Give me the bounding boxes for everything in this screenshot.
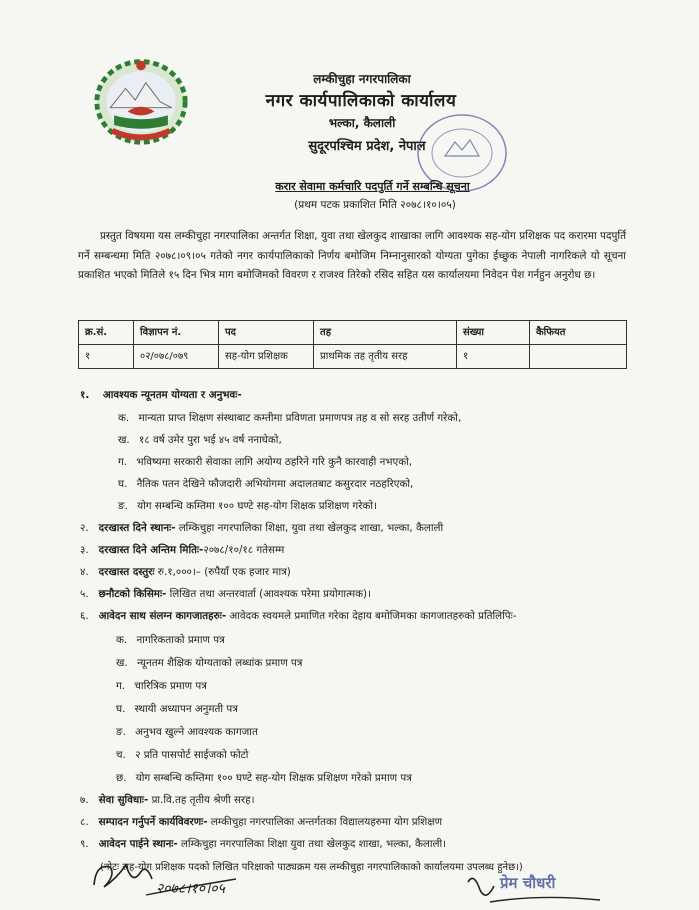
section-text: लम्किचुहा नगरपालिका शिक्षा, युवा तथा खेलकुद शाखा, भल्का, कैलाली [175, 522, 444, 534]
section-3 [80, 543, 284, 557]
intro-paragraph: प्रस्तुत विषयमा यस लम्कीचुहा नगरपालिका अन्तर्गत शिक्षा, युवा तथा खेलकुद शाखाका लागि आवश्यक सह-योग प्रशिक्षक पद करारमा पदपुर्ति गर्ने सम्बन्धमा मिति २०७८।०९।०५ गतेको नगर कार्यपालिकाको निर्णय बमोजिम निम्नानुसारको योग्यता पुगेका ईच्छुक नेपाली नागरिकले यो सूचना प्रकाशित भएको मितिले १५ दिन भित्र माग बमोजिमको विवरण र राजश्व तिरेको रसिद सहित यस कार्यालयमा निवेदन पेश गर्नहुन अनुरोध छ। [78, 230, 626, 282]
table-cell: ०२/०७८/०७९ [134, 345, 219, 369]
list-item [116, 679, 207, 693]
item-number: ग. [116, 680, 126, 692]
table-cell: प्राथमिक तह तृतीय सरह [314, 345, 457, 369]
signature-date-text: २०७८।१०।०५ [156, 881, 225, 897]
section-6 [80, 609, 516, 623]
item-number: क. [116, 634, 128, 646]
item-number: ङ. [116, 726, 126, 738]
municipality-name: लम्कीचुहा नगरपालिका [313, 72, 411, 86]
table-header: पद [219, 321, 314, 345]
handwritten-signature-left [86, 845, 256, 905]
section-2 [80, 521, 443, 535]
vacancy-table [78, 320, 627, 369]
section-text: रु.१,०००।– (रुपैयाँ एक हजार मात्र) [154, 566, 291, 578]
section-5 [80, 587, 371, 601]
table-header: विज्ञापन नं. [134, 321, 219, 345]
section-8 [80, 815, 442, 829]
list-item [116, 725, 258, 739]
section-text: प्रा.वि.तह तृतीय श्रेणी सरह। [148, 794, 255, 806]
list-item [118, 433, 282, 447]
section-number: ६. [80, 610, 89, 622]
section-number: १. [80, 389, 90, 401]
table-cell: १ [457, 345, 530, 369]
section-text: लम्कीचुहा नगरपालिका अन्तर्गतका विद्यालयहरुमा योग प्रशिक्षण [207, 816, 443, 828]
item-text: योग सम्बन्धि कम्तिमा १०० घण्टे सह-योग शिक्षक प्रशिक्षण गरेको। [137, 500, 377, 512]
item-text: भविष्यमा सरकारी सेवाका लागि अयोग्य ठहरिने गरि कुनै कारवाही नभएको, [136, 456, 413, 468]
table-header: क्र.सं. [79, 321, 134, 345]
section-title: आवेदन पाईने स्थानः- [98, 838, 178, 850]
list-item [118, 477, 413, 491]
section-title: छनौटको किसिमः- [98, 588, 167, 600]
list-item [116, 702, 238, 716]
nepal-emblem-logo [93, 52, 189, 148]
footnote: (नोटः सह-योग प्रशिक्षक पदको लिखित परिक्षाको पाठ्यक्रम यस लम्कीचुहा नगरपालिकाको कार्यालयमा उपलब्ध हुनेछ।) [100, 862, 523, 873]
province-name: सुदूरपश्चिम प्रदेश, नेपाल [308, 139, 426, 154]
section-title: आवश्यक न्यूनतम योग्यता र अनुभवः- [102, 389, 242, 401]
section-title: सेवा सुविधाः- [98, 794, 149, 806]
item-text: न्यूनतम शैक्षिक योग्यताको लब्धांक प्रमाण पत्र [136, 657, 303, 669]
list-item [116, 656, 302, 670]
item-number: च. [116, 749, 126, 761]
section-number: ७. [80, 794, 89, 806]
item-text: चारित्रिक प्रमाण पत्र [134, 680, 207, 692]
section-text: लम्किचुहा नगरपालिका शिक्षा युवा तथा खेलकुद शाखा, भल्का, कैलाली। [177, 838, 447, 850]
item-text: नागरिकताको प्रमाण पत्र [136, 634, 225, 646]
list-item [116, 771, 412, 785]
handwritten-signature-right [460, 862, 610, 910]
section-title: दरखास्त दस्तुरः [98, 566, 155, 578]
office-location: भल्का, कैलाली [328, 116, 396, 130]
item-number: घ. [118, 478, 128, 490]
section-title: दरखास्त दिने स्थानः- [98, 522, 176, 534]
list-item [116, 748, 248, 762]
section-number: ५. [80, 588, 89, 600]
item-text: अनुभव खुल्ने आवश्यक कागजात [135, 726, 258, 738]
list-item [118, 411, 461, 425]
table-row [79, 345, 627, 369]
section-title: आवेदन साथ संलग्न कागजातहरुः- [98, 610, 227, 622]
table-cell [530, 345, 627, 369]
item-number: ख. [116, 657, 128, 669]
table-cell: सह-योग प्रशिक्षक [219, 345, 314, 369]
section-7 [80, 793, 255, 807]
item-text: २ प्रति पासपोर्ट साईजको फोटो [135, 749, 249, 761]
item-text: स्थायी अध्यापन अनुमती पत्र [134, 703, 238, 715]
item-text: योग सम्बन्धि कम्तिमा १०० घण्टे सह-योग शिक्षक प्रशिक्षण गरेको प्रमाण पत्र [135, 772, 412, 784]
section-text: लिखित तथा अन्तरवार्ता (आवश्यक परेमा प्रयोगात्मक)। [166, 588, 371, 600]
item-number: क. [118, 412, 130, 424]
item-text: १८ वर्ष उमेर पुरा भई ४५ वर्ष ननाघेको, [138, 434, 282, 446]
office-name: नगर कार्यपालिकाको कार्यालय [265, 91, 457, 111]
item-text: नैतिक पतन देखिने फौजदारी अभियोगमा अदालतबाट कसुरदार नठहरिएको, [136, 478, 414, 490]
table-header: कैफियत [530, 321, 627, 345]
item-number: घ. [116, 703, 126, 715]
table-header-row [79, 321, 627, 345]
published-date: (प्रथम पटक प्रकाशित मिति २०७८।१०।०५) [294, 199, 456, 211]
item-text: मान्यता प्राप्त शिक्षण संस्थाबाट कम्तीमा प्रविणता प्रमाणपत्र तह व सो सरह उतीर्ण गरेको, [138, 412, 462, 424]
notice-title: करार सेवामा कर्मचारि पदपुर्ति गर्ने सम्बन्धि सूचना [275, 180, 470, 193]
item-number: छ. [116, 772, 127, 784]
list-item [118, 499, 377, 513]
list-item [116, 633, 225, 647]
table-cell: १ [79, 345, 134, 369]
section-number: ३. [80, 544, 89, 556]
section-number: ४. [80, 566, 89, 578]
section-number: ९. [80, 838, 89, 850]
section-text: आवेदक स्वयमले प्रमाणित गरेका देहाय बमोजिमका कागजातहरुको प्रतिलिपिः- [226, 610, 517, 622]
item-number: ङ. [118, 500, 128, 512]
section-title: दरखास्त दिने अन्तिम मितिः- [98, 544, 204, 556]
list-item [118, 455, 412, 469]
section-4 [80, 565, 291, 579]
section-number: २. [80, 522, 89, 534]
signatory-name: प्रेम चौधरी [500, 874, 556, 892]
item-number: ग. [118, 456, 128, 468]
section-text: २०७८/१०/१८ गतेसम्म [203, 544, 285, 556]
section-number: ८. [80, 816, 89, 828]
table-header: संख्या [457, 321, 530, 345]
section-1-heading [80, 388, 242, 402]
section-title: सम्पादन गर्नुपर्ने कार्यविवरणः- [98, 816, 208, 828]
item-number: ख. [118, 434, 130, 446]
table-header: तह [314, 321, 457, 345]
